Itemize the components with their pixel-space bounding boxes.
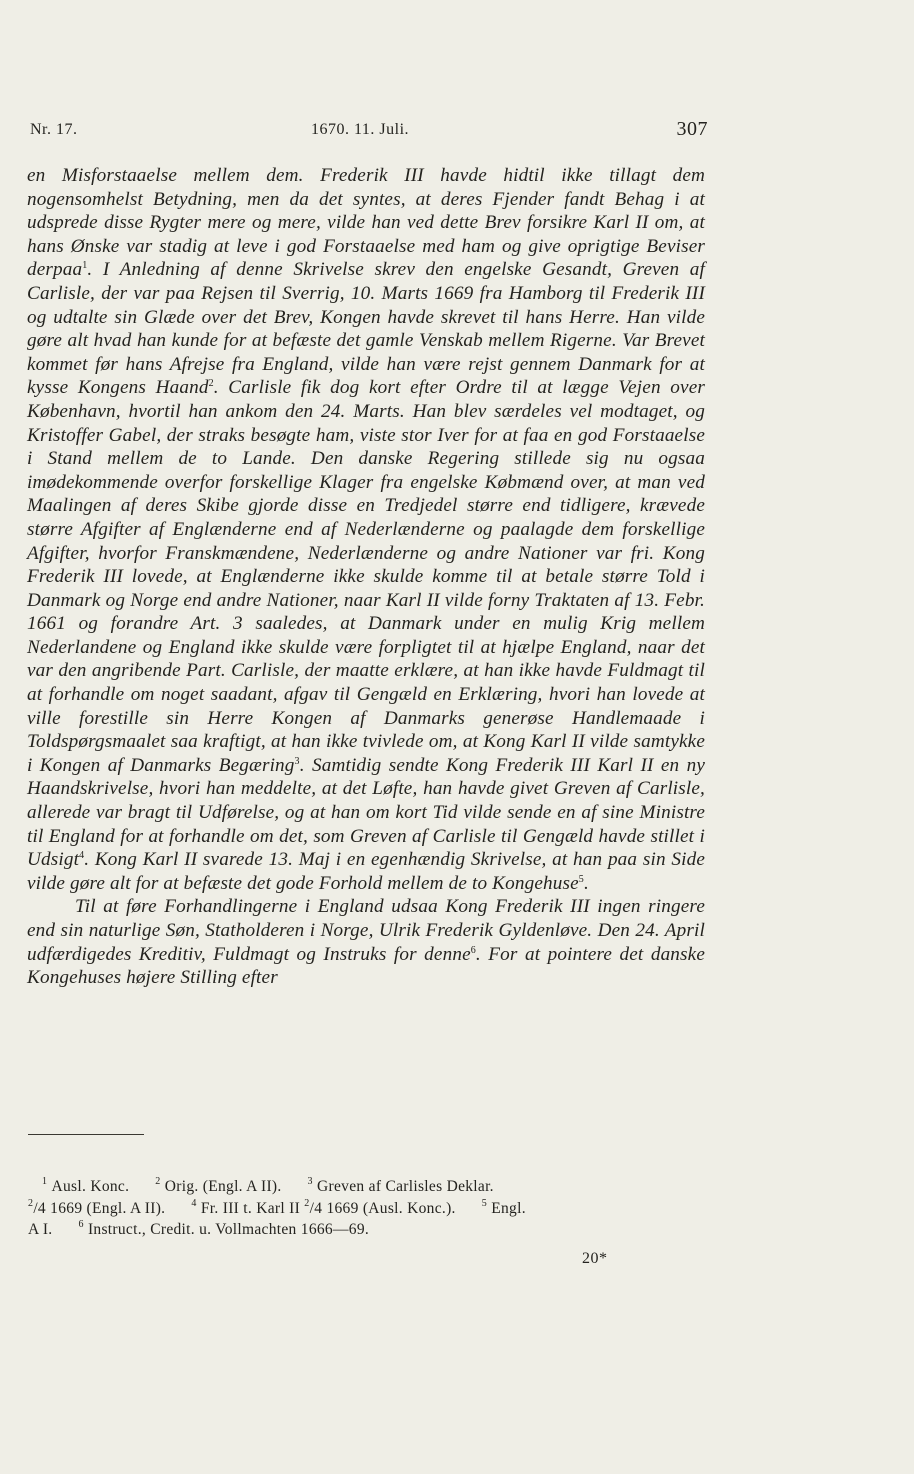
footnote-4-a: Fr. III t. Karl II bbox=[200, 1199, 301, 1217]
document-number: Nr. 17. bbox=[30, 121, 78, 138]
footnote-ref-5: 5 bbox=[578, 873, 584, 885]
footnote-ref-6: 6 bbox=[470, 944, 476, 956]
footnote-3-date-num: 2 bbox=[28, 1197, 34, 1209]
footnote-divider bbox=[28, 1134, 144, 1135]
footnote-4-date-num: 2 bbox=[304, 1197, 310, 1209]
paragraph-1-text-e: . Kong Karl II svarede 13. Maj i en egenhændig Skrivelse, at han paa sin Side vilde gøre alt for at befæste det gode Forhold mellem de to Kongehuse bbox=[27, 849, 705, 894]
signature-mark: 20* bbox=[582, 1250, 608, 1267]
footnote-line-3 bbox=[28, 1219, 703, 1241]
paragraph-1-text-a: en Misforstaaelse mellem dem. Frederik III havde hidtil ikke tillagt dem nogensomhelst Betydning, men da det syntes, at deres Fjender fandt Behag i at udsprede disse Rygter mere og mere, vilde han ved dette Brev forsikre Karl II om, at hans Ønske var stadig at leve i god Forstaaelse med ham og give oprigtige Beviser derpaa bbox=[27, 165, 705, 281]
footnote-ref-1: 1 bbox=[82, 260, 88, 272]
footnote-ref-4: 4 bbox=[79, 850, 85, 862]
footnote-line-2 bbox=[28, 1198, 703, 1220]
footnote-2: Orig. (Engl. A II). bbox=[164, 1178, 282, 1195]
body-text bbox=[27, 164, 705, 990]
paragraph-2-text-b: . For at pointere det danske Kongehuses højere Stilling efter bbox=[27, 943, 706, 989]
running-header bbox=[30, 118, 708, 144]
footnote-3-cont: 1669 (Engl. A II). bbox=[50, 1199, 166, 1217]
footnote-marker-6: 6 bbox=[78, 1219, 84, 1230]
footnote-marker-4: 4 bbox=[191, 1197, 197, 1209]
footnote-marker-3: 3 bbox=[307, 1176, 313, 1187]
paragraph-2-text-a: Til at føre Forhandlingerne i England udsaa Kong Frederik III ingen ringere end sin naturlige Søn, Statholderen i Norge, Ulrik Frederik Gyldenløve. Den 24. April udfærdigedes Kreditiv, Fuldmagt og Instruks for denne bbox=[27, 896, 705, 965]
paragraph-2 bbox=[27, 895, 705, 989]
footnote-ref-3: 3 bbox=[294, 755, 300, 767]
footnote-4-date-den: /4 bbox=[309, 1199, 323, 1217]
footnote-marker-5: 5 bbox=[481, 1197, 488, 1209]
footnote-5: Engl. bbox=[491, 1199, 526, 1217]
footnote-3-date-den: /4 bbox=[33, 1199, 46, 1217]
footnote-4-b: 1669 (Ausl. Konc.). bbox=[326, 1199, 456, 1217]
paragraph-1 bbox=[27, 164, 705, 895]
page-number: 307 bbox=[676, 118, 708, 140]
header-date: 1670. 11. Juli. bbox=[311, 121, 410, 138]
footnote-1: Ausl. Konc. bbox=[51, 1178, 130, 1195]
footnote-line-1 bbox=[28, 1176, 703, 1198]
paragraph-1-text-d: . Samtidig sendte Kong Frederik III Karl II en ny Haandskrivelse, hvori han meddelte, at det Løfte, han havde givet Greven af Carlisle, allerede var bragt til Udførelse, og at han om kort Tid vilde sende en af sine Ministre til England for at forhandle om det, som Greven af Carlisle til Gengæld havde stillet i Udsigt bbox=[27, 754, 705, 871]
footnote-marker-2: 2 bbox=[155, 1176, 161, 1187]
footnote-3: Greven af Carlisles Deklar. bbox=[317, 1178, 494, 1195]
footnote-ref-2: 2 bbox=[208, 378, 214, 390]
paragraph-1-text-c: . Carlisle fik dog kort efter Ordre til at lægge Vejen over København, hvortil han ankom den 24. Marts. Han blev særdeles vel modtaget, og Kristoffer Gabel, der straks besøgte ham, viste stor Iver for at faa en god Forstaaelse i Stand mellem de to Lande. Den danske Regering stillede sig nu ogsaa imødekommende overfor forskellige Klager fra engelske Købmænd over, at man ved Maalingen af deres Skibe gjorde disse en Tredjedel større end tidligere, krævede større Afgifter af Englænderne end af Nederlænderne og paalagde dem forskellige Afgifter, hvorfor Franskmændene, Nederlænderne og andre Nationer var fri. Kong Frederik III lovede, at Englænderne ikke skulde komme til at betale større Told i Danmark og Norge end andre Nationer, naar Karl II vilde forny Traktaten af 13. Febr. 1661 og forandre Art. 3 saaledes, at Danmark under en mulig Krig mellem Nederlandene og England ikke skulde være forpligtet til at hjælpe England, naar det var den angribende Part. Carlisle, der maatte erklære, at han ikke havde Fuldmagt til at forhandle om noget saadant, afgav til Gengæld en Erklæring, hvori han lovede at ville forestille sin Herre Kongen af Danmarks generøse Handlemaade i Toldspørgsmaalet saa kraftigt, at han ikke tvivlede om, at Kong Karl II vilde samtykke i Kongen af Danmarks Begæring bbox=[27, 377, 705, 776]
paragraph-1-end: . bbox=[583, 872, 589, 894]
footnote-6: Instruct., Credit. u. Vollmachten 1666—69. bbox=[87, 1221, 370, 1238]
footnote-5-cont: A I. bbox=[28, 1221, 53, 1238]
paragraph-1-text-b: . I Anledning af denne Skrivelse skrev den engelske Gesandt, Greven af Carlisle, der var paa Rejsen til Sverrig, 10. Marts 1669 fra Hamborg til Frederik III og udtalte sin Glæde over det Brev, Kongen havde skrevet til hans Herre. Han vilde gøre alt hvad han kunde for at befæste det gamle Venskab mellem Rigerne. Var Brevet kommet før hans Afrejse fra England, vilde han være rejst gennem Danmark for at kysse Kongens Haand bbox=[27, 259, 705, 399]
footnote-marker-1: 1 bbox=[42, 1176, 48, 1187]
footnotes bbox=[28, 1176, 703, 1241]
